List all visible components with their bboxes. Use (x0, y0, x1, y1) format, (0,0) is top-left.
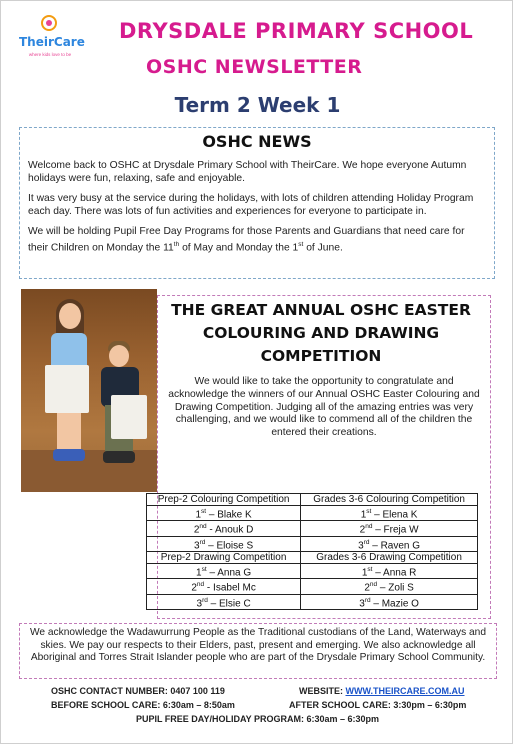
photo-boy-shoes (103, 451, 135, 463)
competition-text: We would like to take the opportunity to congratulate and acknowledge the winners of our Annual OSHC Easter Colouring and Drawing Competition. Judging all of the amazing entries was very challenging, and we would like to commend all of the children the entered their creations. (168, 376, 480, 439)
table-row (147, 563, 478, 578)
table-row (147, 494, 478, 506)
theircare-logo-icon (41, 15, 57, 31)
table-row (147, 536, 478, 551)
table-cell: 3rd – Eloise S (147, 536, 301, 551)
winners-photo (21, 289, 157, 492)
table-row (147, 521, 478, 536)
pupil-free-text-mid: of May and Monday the 1 (179, 242, 299, 254)
website-line (299, 686, 465, 696)
table-cell: 1st – Blake K (147, 506, 301, 521)
competition-heading: THE GREAT ANNUAL OSHC EASTER COLOURING AND DRAWING COMPETITION (171, 301, 471, 365)
table-cell: 1st – Elena K (301, 506, 478, 521)
after-school-care-hours: AFTER SCHOOL CARE: 3:30pm – 6:30pm (289, 700, 467, 710)
header-prep-colouring: Prep-2 Colouring Competition (147, 494, 301, 506)
photo-girl-bag (45, 365, 89, 413)
oshc-news-heading: OSHC NEWS (202, 132, 312, 151)
competition-results-table (146, 493, 478, 610)
table-cell: 1st – Anna R (301, 563, 478, 578)
table-row (147, 594, 478, 609)
theircare-logo (19, 15, 85, 61)
table-row (147, 579, 478, 594)
pupil-free-sup-2: st (298, 241, 304, 248)
table-cell: 3rd – Mazie O (301, 594, 478, 609)
term-title: Term 2 Week 1 (174, 93, 341, 117)
table-cell: 3rd – Elsie C (147, 594, 301, 609)
photo-girl-shoes (53, 449, 85, 461)
oshc-news-section (19, 127, 495, 279)
pupil-free-text-start: We will be holding Pupil Free Day Programs for those Parents and Guardians that need care for their Children on Monday the 11 (28, 226, 465, 254)
pupil-free-sup-1: th (173, 241, 180, 248)
news-paragraph-pupil-free (28, 225, 486, 254)
table-row (147, 551, 478, 563)
news-paragraph-holidays: It was very busy at the service during the holidays, with lots of children attending Holiday Program each day. There was lots of fun activities and experiences for everyone to participate in. (28, 193, 474, 217)
contact-number: OSHC CONTACT NUMBER: 0407 100 119 (51, 686, 225, 696)
table-cell: 2nd - Isabel Mc (147, 579, 301, 594)
school-title: DRYSDALE PRIMARY SCHOOL (119, 19, 474, 43)
pupil-free-program-hours: PUPIL FREE DAY/HOLIDAY PROGRAM: 6:30am – 6:30pm (135, 714, 380, 724)
acknowledgement-of-country: We acknowledge the Wadawurrung People as the Traditional custodians of the Land, Waterways and skies. We pay our respects to their Elders, past, present and emerging. We also acknowledge all Aboriginal and Torres Strait Islander people who are part of the Drysdale Primary School Community. (19, 623, 497, 679)
website-label: WEBSITE: (299, 686, 346, 696)
logo-name: TheirCare (19, 35, 85, 49)
photo-boy-bag (111, 395, 147, 439)
newsletter-title: OSHC NEWSLETTER (146, 56, 363, 78)
before-school-care-hours: BEFORE SCHOOL CARE: 6:30am – 8:50am (51, 700, 235, 710)
photo-floor (21, 450, 157, 492)
website-link[interactable]: WWW.THEIRCARE.COM.AU (345, 686, 465, 696)
photo-girl-head (59, 303, 81, 329)
header-grades-colouring: Grades 3-6 Colouring Competition (301, 494, 478, 506)
table-cell: 2nd – Zoli S (301, 579, 478, 594)
header-grades-drawing: Grades 3-6 Drawing Competition (301, 551, 478, 563)
table-cell: 2nd – Freja W (301, 521, 478, 536)
table-cell: 3rd – Raven G (301, 536, 478, 551)
news-paragraph-welcome: Welcome back to OSHC at Drysdale Primary School with TheirCare. We hope everyone Autumn holidays were fun, relaxing, safe and enjoyable. (28, 160, 467, 184)
photo-boy-head (109, 345, 129, 367)
header-prep-drawing: Prep-2 Drawing Competition (147, 551, 301, 563)
table-cell: 1st – Anna G (147, 563, 301, 578)
logo-tagline: where kids love to be (28, 52, 72, 57)
table-row (147, 506, 478, 521)
pupil-free-text-end: of June. (303, 242, 343, 254)
table-cell: 2nd - Anouk D (147, 521, 301, 536)
